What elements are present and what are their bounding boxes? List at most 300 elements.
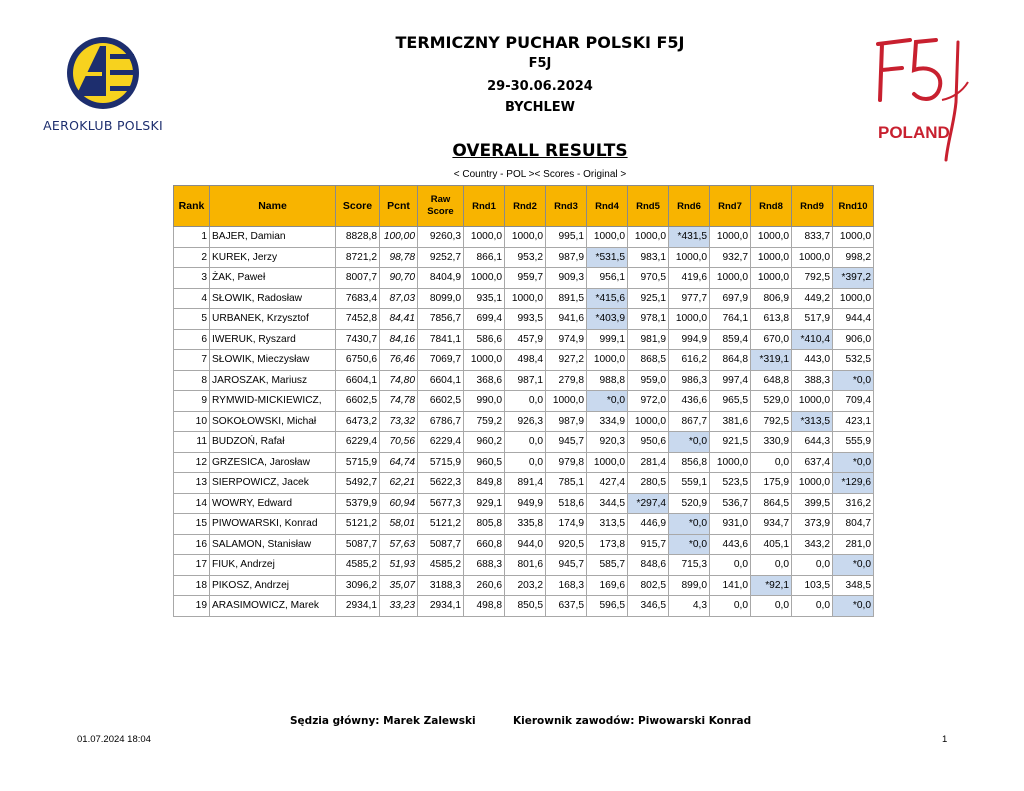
round-cell: 759,2 [464, 411, 505, 432]
round-cell: *129,6 [833, 473, 874, 494]
round-cell: 0,0 [792, 596, 833, 617]
round-cell: 423,1 [833, 411, 874, 432]
round-cell: 0,0 [505, 452, 546, 473]
score-cell: 7683,4 [336, 288, 380, 309]
raw-score-cell: 5622,3 [418, 473, 464, 494]
raw-score-cell: 6229,4 [418, 432, 464, 453]
col-rnd8: Rnd8 [751, 186, 792, 227]
col-rnd4: Rnd4 [587, 186, 628, 227]
round-cell: 523,5 [710, 473, 751, 494]
col-rnd2: Rnd2 [505, 186, 546, 227]
raw-score-cell: 8404,9 [418, 268, 464, 289]
round-cell: 498,4 [505, 350, 546, 371]
raw-score-cell: 6602,5 [418, 391, 464, 412]
results-title: OVERALL RESULTS [452, 141, 628, 161]
round-cell: 987,9 [546, 247, 587, 268]
round-cell: 335,8 [505, 514, 546, 535]
round-cell: 1000,0 [792, 391, 833, 412]
round-cell: 805,8 [464, 514, 505, 535]
round-cell: 927,2 [546, 350, 587, 371]
round-cell: 4,3 [669, 596, 710, 617]
name-cell: JAROSZAK, Mariusz [210, 370, 336, 391]
table-row [174, 596, 874, 617]
rank-cell: 15 [174, 514, 210, 535]
round-cell: 168,3 [546, 575, 587, 596]
round-cell: 648,8 [751, 370, 792, 391]
pcnt-cell: 74,78 [380, 391, 418, 412]
round-cell: 174,9 [546, 514, 587, 535]
round-cell: 518,6 [546, 493, 587, 514]
round-cell: 868,5 [628, 350, 669, 371]
round-cell: 956,1 [587, 268, 628, 289]
round-cell: 0,0 [751, 596, 792, 617]
round-cell: *410,4 [792, 329, 833, 350]
round-cell: 960,2 [464, 432, 505, 453]
round-cell: 1000,0 [710, 268, 751, 289]
name-cell: KUREK, Jerzy [210, 247, 336, 268]
round-cell: 279,8 [546, 370, 587, 391]
name-cell: PIKOSZ, Andrzej [210, 575, 336, 596]
round-cell: 1000,0 [587, 227, 628, 248]
round-cell: 316,2 [833, 493, 874, 514]
round-cell: 532,5 [833, 350, 874, 371]
col-rnd9: Rnd9 [792, 186, 833, 227]
pcnt-cell: 62,21 [380, 473, 418, 494]
round-cell: 920,3 [587, 432, 628, 453]
round-cell: 536,7 [710, 493, 751, 514]
round-cell: *431,5 [669, 227, 710, 248]
round-cell: 1000,0 [792, 473, 833, 494]
raw-score-cell: 7856,7 [418, 309, 464, 330]
round-cell: 1000,0 [751, 268, 792, 289]
round-cell: 388,3 [792, 370, 833, 391]
table-row [174, 247, 874, 268]
round-cell: 891,4 [505, 473, 546, 494]
rank-cell: 16 [174, 534, 210, 555]
round-cell: 953,2 [505, 247, 546, 268]
name-cell: ŻAK, Paweł [210, 268, 336, 289]
pcnt-cell: 74,80 [380, 370, 418, 391]
round-cell: 281,0 [833, 534, 874, 555]
round-cell: 959,0 [628, 370, 669, 391]
raw-score-cell: 5677,3 [418, 493, 464, 514]
round-cell: 998,2 [833, 247, 874, 268]
round-cell: 585,7 [587, 555, 628, 576]
name-cell: FIUK, Andrzej [210, 555, 336, 576]
round-cell: 864,8 [710, 350, 751, 371]
rank-cell: 12 [174, 452, 210, 473]
pcnt-cell: 70,56 [380, 432, 418, 453]
round-cell: 141,0 [710, 575, 751, 596]
round-cell: 203,2 [505, 575, 546, 596]
name-cell: WOWRY, Edward [210, 493, 336, 514]
round-cell: 529,0 [751, 391, 792, 412]
raw-score-cell: 9252,7 [418, 247, 464, 268]
round-cell: 920,5 [546, 534, 587, 555]
name-cell: BUDZOŃ, Rafał [210, 432, 336, 453]
round-cell: 970,5 [628, 268, 669, 289]
table-row [174, 268, 874, 289]
pcnt-cell: 64,74 [380, 452, 418, 473]
col-rnd6: Rnd6 [669, 186, 710, 227]
round-cell: 343,2 [792, 534, 833, 555]
round-cell: 313,5 [587, 514, 628, 535]
rank-cell: 9 [174, 391, 210, 412]
score-cell: 6604,1 [336, 370, 380, 391]
round-cell: 334,9 [587, 411, 628, 432]
round-cell: 849,8 [464, 473, 505, 494]
table-row [174, 411, 874, 432]
table-row [174, 473, 874, 494]
round-cell: 974,9 [546, 329, 587, 350]
pcnt-cell: 84,16 [380, 329, 418, 350]
raw-score-cell: 9260,3 [418, 227, 464, 248]
table-row [174, 288, 874, 309]
rank-cell: 3 [174, 268, 210, 289]
round-cell: *0,0 [669, 534, 710, 555]
round-cell: 0,0 [710, 555, 751, 576]
rank-cell: 2 [174, 247, 210, 268]
table-row [174, 391, 874, 412]
round-cell: 1000,0 [669, 309, 710, 330]
table-row [174, 309, 874, 330]
round-cell: 806,9 [751, 288, 792, 309]
round-cell: 802,5 [628, 575, 669, 596]
round-cell: 1000,0 [751, 247, 792, 268]
round-cell: 909,3 [546, 268, 587, 289]
aeroklub-emblem-icon [38, 28, 168, 118]
round-cell: 859,4 [710, 329, 751, 350]
raw-score-cell: 5715,9 [418, 452, 464, 473]
score-cell: 6750,6 [336, 350, 380, 371]
round-cell: 999,1 [587, 329, 628, 350]
rank-cell: 10 [174, 411, 210, 432]
round-cell: 427,4 [587, 473, 628, 494]
pcnt-cell: 98,78 [380, 247, 418, 268]
pcnt-cell: 87,03 [380, 288, 418, 309]
score-cell: 3096,2 [336, 575, 380, 596]
round-cell: 1000,0 [464, 350, 505, 371]
round-cell: 929,1 [464, 493, 505, 514]
round-cell: 995,1 [546, 227, 587, 248]
round-cell: 637,5 [546, 596, 587, 617]
round-cell: 0,0 [751, 555, 792, 576]
round-cell: 1000,0 [710, 452, 751, 473]
round-cell: 0,0 [751, 452, 792, 473]
round-cell: 281,4 [628, 452, 669, 473]
aeroklub-logo [38, 28, 168, 133]
results-table [173, 185, 874, 617]
raw-score-cell: 3188,3 [418, 575, 464, 596]
round-cell: *0,0 [669, 514, 710, 535]
round-cell: 1000,0 [505, 227, 546, 248]
round-cell: 517,9 [792, 309, 833, 330]
col-rnd3: Rnd3 [546, 186, 587, 227]
round-cell: 945,7 [546, 555, 587, 576]
raw-score-cell: 7069,7 [418, 350, 464, 371]
pcnt-cell: 76,46 [380, 350, 418, 371]
round-cell: *313,5 [792, 411, 833, 432]
name-cell: ARASIMOWICZ, Marek [210, 596, 336, 617]
round-cell: 965,5 [710, 391, 751, 412]
round-cell: 586,6 [464, 329, 505, 350]
round-cell: 616,2 [669, 350, 710, 371]
round-cell: *403,9 [587, 309, 628, 330]
f5j-poland-logo [872, 32, 982, 162]
pcnt-cell: 57,63 [380, 534, 418, 555]
name-cell: SIERPOWICZ, Jacek [210, 473, 336, 494]
round-cell: 1000,0 [628, 411, 669, 432]
round-cell: 457,9 [505, 329, 546, 350]
pcnt-cell: 73,32 [380, 411, 418, 432]
event-location: BYCHLEW [504, 100, 576, 115]
rank-cell: 11 [174, 432, 210, 453]
round-cell: *0,0 [833, 370, 874, 391]
round-cell: 613,8 [751, 309, 792, 330]
table-row [174, 350, 874, 371]
pcnt-cell: 33,23 [380, 596, 418, 617]
round-cell: 344,5 [587, 493, 628, 514]
round-cell: 103,5 [792, 575, 833, 596]
score-cell: 6473,2 [336, 411, 380, 432]
event-class: F5J [528, 56, 552, 71]
round-cell: *0,0 [587, 391, 628, 412]
pcnt-cell: 60,94 [380, 493, 418, 514]
score-cell: 5492,7 [336, 473, 380, 494]
round-cell: 891,5 [546, 288, 587, 309]
round-cell: 899,0 [669, 575, 710, 596]
table-header-row [174, 186, 874, 227]
round-cell: 801,6 [505, 555, 546, 576]
round-cell: 856,8 [669, 452, 710, 473]
round-cell: 260,6 [464, 575, 505, 596]
round-cell: *92,1 [751, 575, 792, 596]
round-cell: 866,1 [464, 247, 505, 268]
round-cell: 637,4 [792, 452, 833, 473]
round-cell: 449,2 [792, 288, 833, 309]
col-raw-score: Raw Score [418, 186, 464, 227]
table-row [174, 534, 874, 555]
round-cell: 1000,0 [464, 268, 505, 289]
round-cell: 173,8 [587, 534, 628, 555]
rank-cell: 6 [174, 329, 210, 350]
round-cell: 960,5 [464, 452, 505, 473]
round-cell: 419,6 [669, 268, 710, 289]
round-cell: 559,1 [669, 473, 710, 494]
score-cell: 7430,7 [336, 329, 380, 350]
round-cell: 864,5 [751, 493, 792, 514]
round-cell: 1000,0 [751, 227, 792, 248]
rank-cell: 19 [174, 596, 210, 617]
round-cell: 994,9 [669, 329, 710, 350]
round-cell: 436,6 [669, 391, 710, 412]
rank-cell: 14 [174, 493, 210, 514]
round-cell: 981,9 [628, 329, 669, 350]
round-cell: 848,6 [628, 555, 669, 576]
event-title: TERMICZNY PUCHAR POLSKI F5J [395, 33, 685, 52]
round-cell: 944,4 [833, 309, 874, 330]
col-name: Name [210, 186, 336, 227]
round-cell: 644,3 [792, 432, 833, 453]
name-cell: RYMWID-MICKIEWICZ, [210, 391, 336, 412]
score-cell: 5121,2 [336, 514, 380, 535]
name-cell: SALAMON, Stanisław [210, 534, 336, 555]
raw-score-cell: 7841,1 [418, 329, 464, 350]
round-cell: 792,5 [751, 411, 792, 432]
round-cell: 934,7 [751, 514, 792, 535]
round-cell: *531,5 [587, 247, 628, 268]
pcnt-cell: 84,41 [380, 309, 418, 330]
round-cell: 0,0 [505, 391, 546, 412]
round-cell: *397,2 [833, 268, 874, 289]
raw-score-cell: 6604,1 [418, 370, 464, 391]
round-cell: 1000,0 [546, 391, 587, 412]
round-cell: 670,0 [751, 329, 792, 350]
round-cell: 944,0 [505, 534, 546, 555]
score-cell: 6229,4 [336, 432, 380, 453]
f5j-brush-logo-icon [872, 32, 982, 162]
round-cell: 972,0 [628, 391, 669, 412]
round-cell: 906,0 [833, 329, 874, 350]
round-cell: 1000,0 [833, 227, 874, 248]
pcnt-cell: 90,70 [380, 268, 418, 289]
results-body [174, 227, 874, 617]
round-cell: 1000,0 [587, 350, 628, 371]
round-cell: 330,9 [751, 432, 792, 453]
round-cell: 932,7 [710, 247, 751, 268]
rank-cell: 18 [174, 575, 210, 596]
round-cell: 764,1 [710, 309, 751, 330]
round-cell: 709,4 [833, 391, 874, 412]
round-cell: 950,6 [628, 432, 669, 453]
round-cell: 596,5 [587, 596, 628, 617]
round-cell: *0,0 [833, 596, 874, 617]
table-row [174, 329, 874, 350]
round-cell: 987,1 [505, 370, 546, 391]
round-cell: 945,7 [546, 432, 587, 453]
round-cell: 715,3 [669, 555, 710, 576]
raw-score-cell: 8099,0 [418, 288, 464, 309]
round-cell: 850,5 [505, 596, 546, 617]
score-cell: 5087,7 [336, 534, 380, 555]
col-rnd7: Rnd7 [710, 186, 751, 227]
round-cell: 949,9 [505, 493, 546, 514]
contest-director: Kierownik zawodów: Piwowarski Konrad [513, 715, 752, 727]
name-cell: PIWOWARSKI, Konrad [210, 514, 336, 535]
pcnt-cell: 58,01 [380, 514, 418, 535]
round-cell: 1000,0 [587, 452, 628, 473]
round-cell: 979,8 [546, 452, 587, 473]
rank-cell: 5 [174, 309, 210, 330]
score-cell: 8721,2 [336, 247, 380, 268]
round-cell: 867,7 [669, 411, 710, 432]
name-cell: SOKOŁOWSKI, Michał [210, 411, 336, 432]
rank-cell: 8 [174, 370, 210, 391]
round-cell: 0,0 [505, 432, 546, 453]
print-timestamp: 01.07.2024 18:04 [77, 734, 151, 745]
round-cell: 280,5 [628, 473, 669, 494]
round-cell: *319,1 [751, 350, 792, 371]
round-cell: 1000,0 [628, 227, 669, 248]
round-cell: 931,0 [710, 514, 751, 535]
round-cell: 921,5 [710, 432, 751, 453]
name-cell: GRZESICA, Jarosław [210, 452, 336, 473]
round-cell: 373,9 [792, 514, 833, 535]
round-cell: 446,9 [628, 514, 669, 535]
score-cell: 5715,9 [336, 452, 380, 473]
round-cell: 399,5 [792, 493, 833, 514]
round-cell: 697,9 [710, 288, 751, 309]
round-cell: 804,7 [833, 514, 874, 535]
round-cell: 925,1 [628, 288, 669, 309]
col-pcnt: Pcnt [380, 186, 418, 227]
results-subtitle: < Country - POL >< Scores - Original > [453, 169, 627, 180]
round-cell: 987,9 [546, 411, 587, 432]
rank-cell: 17 [174, 555, 210, 576]
round-cell: 0,0 [710, 596, 751, 617]
table-row [174, 370, 874, 391]
round-cell: 169,6 [587, 575, 628, 596]
round-cell: 1000,0 [792, 247, 833, 268]
col-rnd5: Rnd5 [628, 186, 669, 227]
round-cell: *0,0 [833, 452, 874, 473]
score-cell: 8828,8 [336, 227, 380, 248]
round-cell: 0,0 [792, 555, 833, 576]
round-cell: 997,4 [710, 370, 751, 391]
round-cell: 498,8 [464, 596, 505, 617]
round-cell: 990,0 [464, 391, 505, 412]
raw-score-cell: 4585,2 [418, 555, 464, 576]
round-cell: 959,7 [505, 268, 546, 289]
name-cell: BAJER, Damian [210, 227, 336, 248]
score-cell: 6602,5 [336, 391, 380, 412]
round-cell: 520,9 [669, 493, 710, 514]
raw-score-cell: 2934,1 [418, 596, 464, 617]
col-rnd1: Rnd1 [464, 186, 505, 227]
table-row [174, 514, 874, 535]
name-cell: SŁOWIK, Mieczysław [210, 350, 336, 371]
table-row [174, 227, 874, 248]
pcnt-cell: 100,00 [380, 227, 418, 248]
round-cell: 1000,0 [833, 288, 874, 309]
round-cell: *297,4 [628, 493, 669, 514]
round-cell: 986,3 [669, 370, 710, 391]
round-cell: 978,1 [628, 309, 669, 330]
round-cell: *0,0 [669, 432, 710, 453]
raw-score-cell: 5121,2 [418, 514, 464, 535]
round-cell: 348,5 [833, 575, 874, 596]
round-cell: 785,1 [546, 473, 587, 494]
table-row [174, 575, 874, 596]
round-cell: 1000,0 [669, 247, 710, 268]
name-cell: SŁOWIK, Radosław [210, 288, 336, 309]
round-cell: 993,5 [505, 309, 546, 330]
round-cell: 688,3 [464, 555, 505, 576]
round-cell: 983,1 [628, 247, 669, 268]
round-cell: 1000,0 [505, 288, 546, 309]
round-cell: *0,0 [833, 555, 874, 576]
raw-score-cell: 6786,7 [418, 411, 464, 432]
round-cell: 1000,0 [710, 227, 751, 248]
round-cell: 368,6 [464, 370, 505, 391]
round-cell: 443,6 [710, 534, 751, 555]
rank-cell: 13 [174, 473, 210, 494]
round-cell: 660,8 [464, 534, 505, 555]
pcnt-cell: 35,07 [380, 575, 418, 596]
table-row [174, 452, 874, 473]
round-cell: 977,7 [669, 288, 710, 309]
score-cell: 4585,2 [336, 555, 380, 576]
